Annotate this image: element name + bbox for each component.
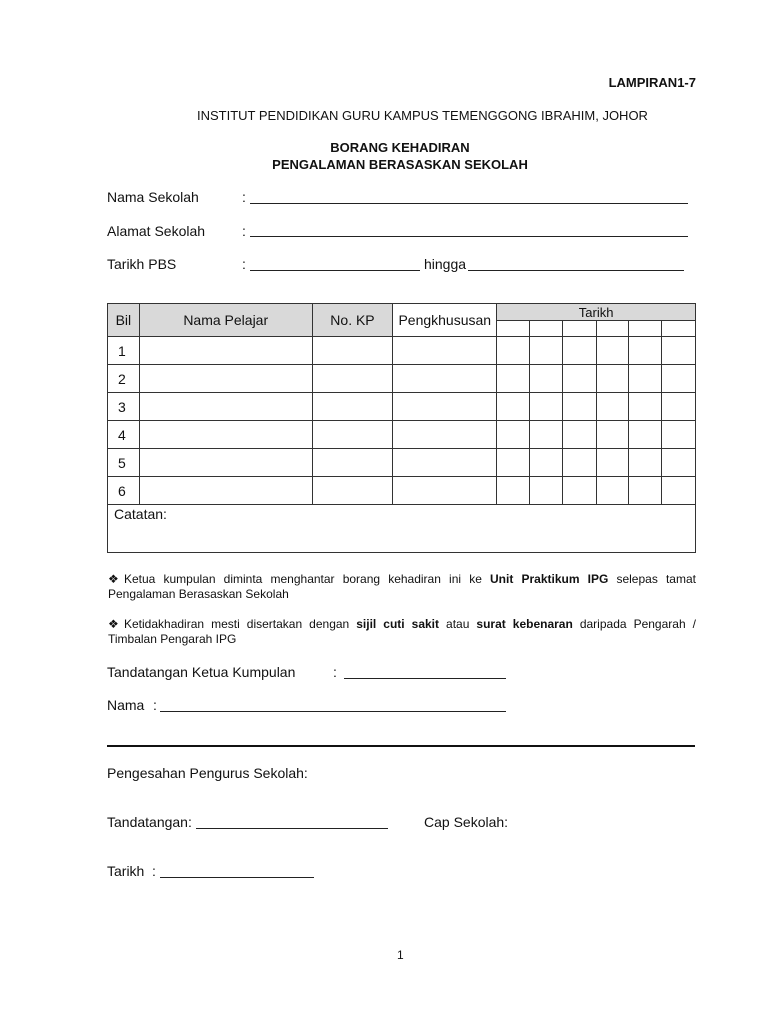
- header-student-name: Nama Pelajar: [139, 304, 312, 337]
- appendix-label: LAMPIRAN1-7: [608, 75, 696, 90]
- diamond-bullet-icon: ❖: [108, 617, 119, 631]
- row-number: 5: [108, 449, 140, 477]
- table-row: [108, 477, 696, 505]
- name-line[interactable]: [160, 711, 506, 712]
- school-name-label: Nama Sekolah: [107, 189, 199, 205]
- page-number: 1: [397, 948, 404, 962]
- row-number: 3: [108, 393, 140, 421]
- header-ic-number: No. KP: [312, 304, 393, 337]
- section-divider: [107, 745, 695, 747]
- leader-sign-label: Tandatangan Ketua Kumpulan: [107, 664, 296, 680]
- institute-name: INSTITUT PENDIDIKAN GURU KAMPUS TEMENGGONG IBRAHIM, JOHOR: [197, 108, 648, 123]
- pbs-date-row: [107, 256, 176, 272]
- diamond-bullet-icon: ❖: [108, 572, 119, 586]
- header-date: Tarikh: [497, 304, 696, 321]
- school-address-row: [107, 223, 205, 239]
- table-row: [108, 365, 696, 393]
- school-sign-label: Tandatangan:: [107, 814, 192, 830]
- note-bullet-2: ❖ Ketidakhadiran mesti disertakan dengan sijil cuti sakit atau surat kebenaran daripada Pengarah / Timbalan Pengarah IPG: [108, 617, 696, 646]
- name-label: Nama: [107, 697, 145, 713]
- table-row: [108, 449, 696, 477]
- table-row: [108, 393, 696, 421]
- leader-sign-line[interactable]: [344, 678, 506, 679]
- until-label: hingga: [424, 256, 467, 272]
- row-number: 2: [108, 365, 140, 393]
- date-line[interactable]: [160, 877, 314, 878]
- colon: :: [152, 863, 156, 879]
- table-row: [108, 337, 696, 365]
- colon: :: [242, 189, 246, 205]
- colon: :: [153, 697, 157, 713]
- attendance-table: [107, 303, 696, 553]
- school-name-row: [107, 189, 199, 205]
- pbs-end-line[interactable]: [468, 270, 684, 271]
- school-sign-line[interactable]: [196, 828, 388, 829]
- table-row: [108, 421, 696, 449]
- date-label: Tarikh: [107, 863, 145, 879]
- pbs-start-line[interactable]: [250, 270, 420, 271]
- school-address-label: Alamat Sekolah: [107, 223, 206, 239]
- colon: :: [242, 223, 246, 239]
- row-number: 6: [108, 477, 140, 505]
- colon: :: [242, 256, 246, 272]
- notes-label: Catatan:: [114, 506, 167, 522]
- form-title: BORANG KEHADIRAN: [330, 140, 470, 155]
- verification-title: Pengesahan Pengurus Sekolah:: [107, 765, 308, 781]
- school-address-line[interactable]: [250, 236, 688, 237]
- pbs-date-label: Tarikh PBS: [107, 256, 177, 272]
- notes-cell[interactable]: [108, 505, 696, 553]
- header-specialization: Pengkhususan: [393, 304, 497, 337]
- note-bullet-1: ❖ Ketua kumpulan diminta menghantar borang kehadiran ini ke Unit Praktikum IPG selepas tamat Pengalaman Berasaskan Sekolah: [108, 572, 696, 601]
- form-subtitle: PENGALAMAN BERASASKAN SEKOLAH: [272, 157, 528, 172]
- school-stamp-label: Cap Sekolah:: [424, 814, 509, 830]
- row-number: 1: [108, 337, 140, 365]
- row-number: 4: [108, 421, 140, 449]
- header-bil: Bil: [108, 304, 140, 337]
- school-name-line[interactable]: [250, 203, 688, 204]
- colon: :: [333, 664, 337, 680]
